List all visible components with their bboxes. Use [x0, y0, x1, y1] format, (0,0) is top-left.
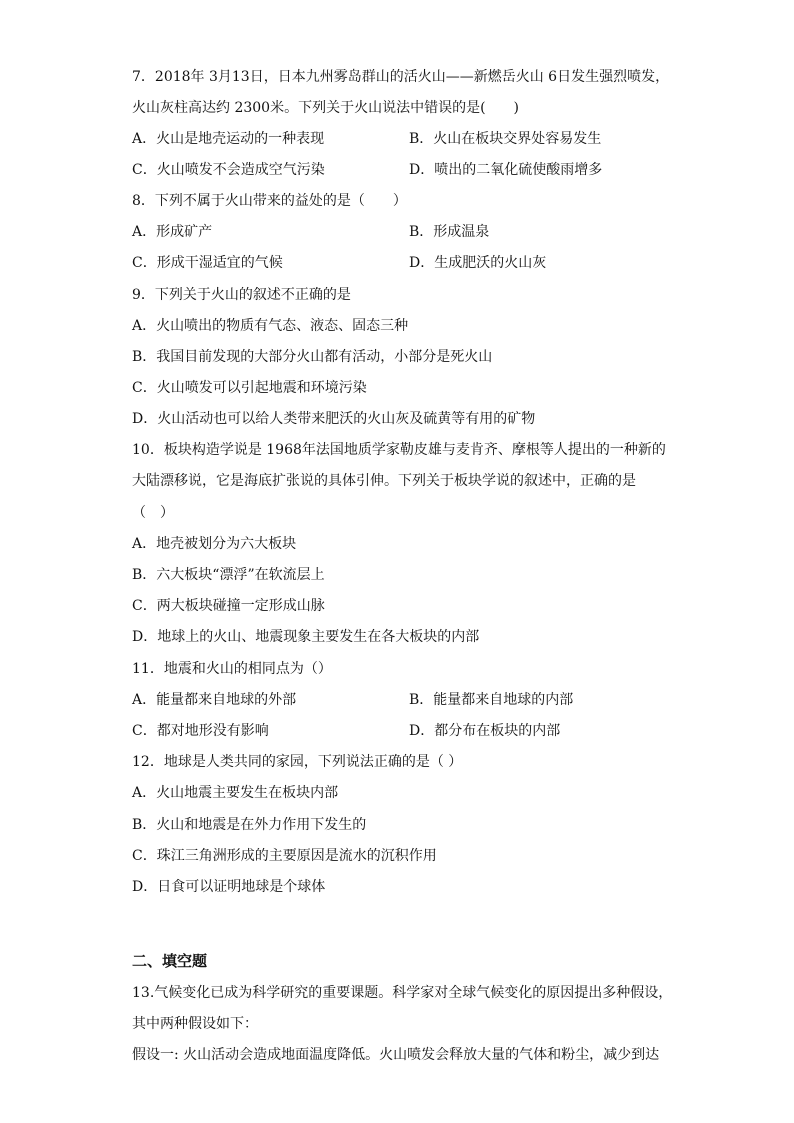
q7-stem-line1: 7．2018年 3月13日，日本九州雾岛群山的活火山——新燃岳火山 6日发生强烈喷发， [132, 69, 670, 85]
q9-option-a: A．火山喷出的物质有气态、液态、固态三种 [132, 318, 409, 334]
q11-stem: 11．地震和火山的相同点为（） [132, 661, 332, 677]
q7-option-d: D．喷出的二氧化硫使酸雨增多 [409, 162, 603, 178]
q8-option-d: D．生成肥沃的火山灰 [409, 255, 547, 271]
section-title-fill-in: 二、填空题 [132, 952, 208, 970]
q10-option-b: B．六大板块“漂浮”在软流层上 [132, 567, 325, 583]
q11-option-c: C．都对地形没有影响 [132, 723, 269, 739]
q9-stem: 9．下列关于火山的叙述不正确的是 [132, 287, 351, 303]
q12-stem: 12．地球是人类共同的家园，下列说法正确的是（ ） [132, 754, 463, 770]
q9-option-b: B．我国目前发现的大部分火山都有活动，小部分是死火山 [132, 349, 493, 365]
q12-option-a: A．火山地震主要发生在板块内部 [132, 785, 339, 801]
q8-option-a: A．形成矿产 [132, 224, 213, 240]
q12-option-b: B．火山和地震是在外力作用下发生的 [132, 817, 367, 833]
q7-option-b: B．火山在板块交界处容易发生 [409, 131, 602, 147]
q13-stem-line3: 假设一: 火山活动会造成地面温度降低。火山喷发会释放大量的气体和粉尘，减少到达 [132, 1047, 660, 1063]
q10-stem-line3: （ ） [132, 505, 174, 521]
q9-option-d: D．火山活动也可以给人类带来肥沃的火山灰及硫黄等有用的矿物 [132, 411, 536, 427]
q10-stem-line1: 10．板块构造学说是 1968年法国地质学家勒皮雄与麦肯齐、摩根等人提出的一种新的 [132, 442, 666, 458]
q12-option-c: C．珠江三角洲形成的主要原因是流水的沉积作用 [132, 848, 437, 864]
q12-option-d: D．日食可以证明地球是个球体 [132, 879, 326, 895]
q11-option-b: B．能量都来自地球的内部 [409, 692, 574, 708]
q7-option-a: A．火山是地壳运动的一种表现 [132, 131, 325, 147]
q8-option-b: B．形成温泉 [409, 224, 490, 240]
q10-stem-line2: 大陆漂移说，它是海底扩张说的具体引伸。下列关于板块学说的叙述中，正确的是 [132, 473, 636, 489]
q10-option-a: A．地壳被划分为六大板块 [132, 536, 297, 552]
q10-option-c: C．两大板块碰撞一定形成山脉 [132, 598, 325, 614]
q11-option-d: D．都分布在板块的内部 [409, 723, 561, 739]
q7-option-c: C．火山喷发不会造成空气污染 [132, 162, 325, 178]
q11-option-a: A．能量都来自地球的外部 [132, 692, 297, 708]
q8-stem: 8．下列不属于火山带来的益处的是（ ） [132, 193, 407, 209]
q10-option-d: D．地球上的火山、地震现象主要发生在各大板块的内部 [132, 629, 480, 645]
q8-option-c: C．形成干湿适宜的气候 [132, 255, 283, 271]
q9-option-c: C．火山喷发可以引起地震和环境污染 [132, 380, 367, 396]
q13-stem-line2: 其中两种假设如下： [132, 1016, 258, 1032]
q7-stem-line2: 火山灰柱高达约 2300米。下列关于火山说法中错误的是( ) [132, 100, 520, 116]
q13-stem-line1: 13.气候变化已成为科学研究的重要课题。科学家对全球气候变化的原因提出多种假设， [132, 985, 673, 1001]
